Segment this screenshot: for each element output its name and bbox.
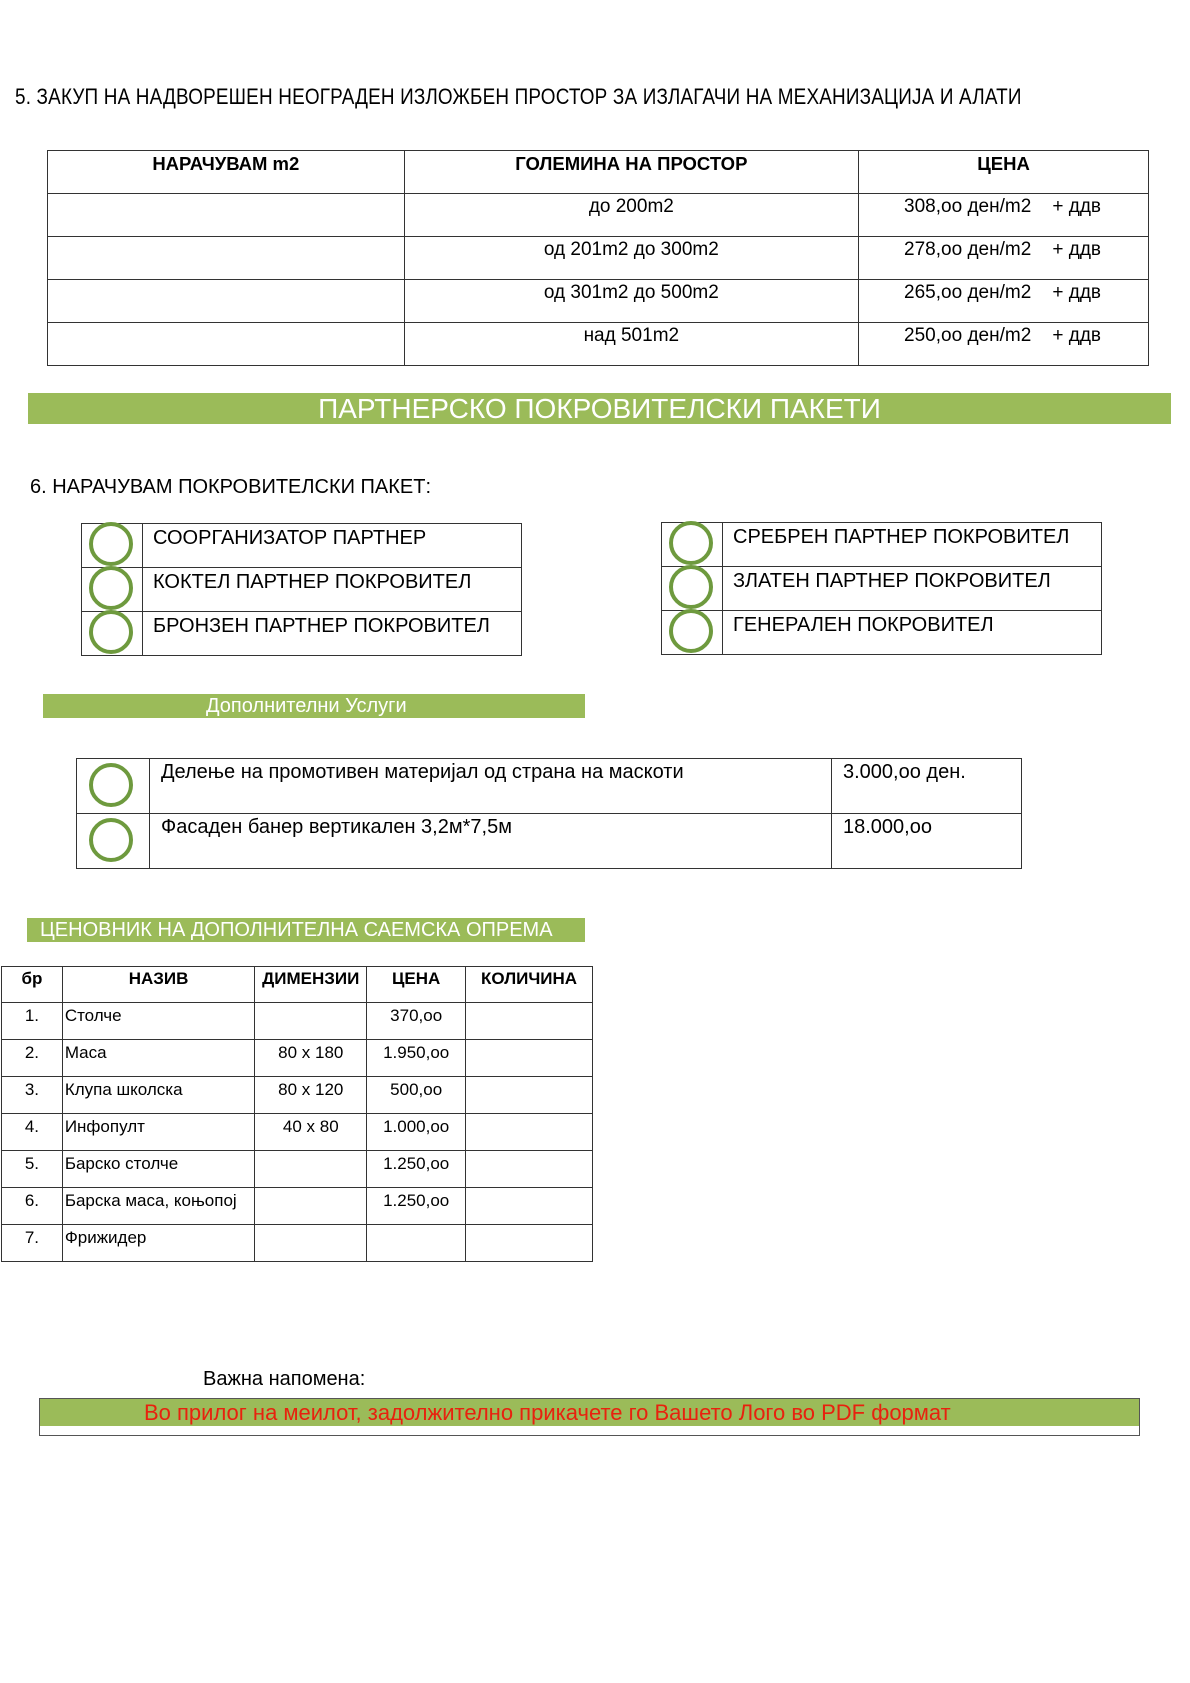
item-no: 2. bbox=[2, 1040, 63, 1077]
package-row bbox=[82, 612, 522, 656]
space-size: над 501m2 bbox=[404, 323, 858, 366]
item-no: 5. bbox=[2, 1151, 63, 1188]
package-row bbox=[82, 524, 522, 568]
space-price: 250,оо ден/m2 + ддв bbox=[859, 323, 1149, 366]
table-header-row bbox=[48, 151, 1149, 194]
equipment-table bbox=[1, 966, 593, 1262]
item-price bbox=[367, 1225, 466, 1262]
table-row bbox=[48, 323, 1149, 366]
table-row bbox=[2, 1040, 593, 1077]
item-name: Фрижидер bbox=[62, 1225, 255, 1262]
column-header-size: ГОЛЕМИНА НА ПРОСТОР bbox=[404, 151, 858, 194]
column-header-price: ЦЕНА bbox=[367, 967, 466, 1003]
space-price: 265,оо ден/m2 + ддв bbox=[859, 280, 1149, 323]
service-label: Фасаден банер вертикален 3,2м*7,5м bbox=[150, 814, 832, 869]
partner-packages-banner: ПАРТНЕРСКО ПОКРОВИТЕЛСКИ ПАКЕТИ bbox=[28, 393, 1171, 424]
package-label: СРЕБРЕН ПАРТНЕР ПОКРОВИТЕЛ bbox=[723, 523, 1102, 567]
table-header-row bbox=[2, 967, 593, 1003]
radio-circle-icon[interactable] bbox=[669, 521, 713, 565]
item-dimensions: 80 x 180 bbox=[255, 1040, 367, 1077]
item-price: 1.000,оо bbox=[367, 1114, 466, 1151]
item-price: 1.250,оо bbox=[367, 1188, 466, 1225]
column-header-no: бр bbox=[2, 967, 63, 1003]
service-row bbox=[77, 759, 1022, 814]
space-size: од 301m2 до 500m2 bbox=[404, 280, 858, 323]
radio-circle-icon[interactable] bbox=[89, 522, 133, 566]
item-name: Столче bbox=[62, 1003, 255, 1040]
package-select-cell bbox=[82, 524, 143, 568]
column-header-quantity: КОЛИЧИНА bbox=[466, 967, 593, 1003]
service-row bbox=[77, 814, 1022, 869]
package-label: КОКТЕЛ ПАРТНЕР ПОКРОВИТЕЛ bbox=[143, 568, 522, 612]
order-m2-input[interactable] bbox=[48, 280, 405, 323]
package-select-cell bbox=[82, 612, 143, 656]
packages-left-table bbox=[81, 523, 522, 656]
table-row bbox=[48, 237, 1149, 280]
item-price: 370,оо bbox=[367, 1003, 466, 1040]
order-m2-input[interactable] bbox=[48, 237, 405, 280]
order-m2-input[interactable] bbox=[48, 323, 405, 366]
important-note-box bbox=[39, 1398, 1140, 1436]
item-quantity-input[interactable] bbox=[466, 1040, 593, 1077]
table-row bbox=[2, 1188, 593, 1225]
order-m2-input[interactable] bbox=[48, 194, 405, 237]
item-quantity-input[interactable] bbox=[466, 1077, 593, 1114]
package-label: СООРГАНИЗАТОР ПАРТНЕР bbox=[143, 524, 522, 568]
table-row bbox=[2, 1003, 593, 1040]
item-no: 7. bbox=[2, 1225, 63, 1262]
service-label: Делење на промотивен материјал од страна на маскоти bbox=[150, 759, 832, 814]
space-size: од 201m2 до 300m2 bbox=[404, 237, 858, 280]
table-row bbox=[48, 194, 1149, 237]
item-dimensions bbox=[255, 1003, 367, 1040]
package-select-cell bbox=[662, 611, 723, 655]
package-row bbox=[662, 523, 1102, 567]
radio-circle-icon[interactable] bbox=[669, 565, 713, 609]
item-quantity-input[interactable] bbox=[466, 1114, 593, 1151]
service-price: 3.000,оо ден. bbox=[832, 759, 1022, 814]
radio-circle-icon[interactable] bbox=[669, 609, 713, 653]
item-no: 4. bbox=[2, 1114, 63, 1151]
column-header-order: НАРАЧУВАМ m2 bbox=[48, 151, 405, 194]
table-row bbox=[2, 1077, 593, 1114]
table-row bbox=[2, 1225, 593, 1262]
service-select-cell bbox=[77, 759, 150, 814]
section5-title: 5. ЗАКУП НА НАДВОРЕШЕН НЕОГРАДЕН ИЗЛОЖБЕН ПРОСТОР ЗА ИЗЛАГАЧИ НА МЕХАНИЗАЦИЈА И АЛАТИ bbox=[15, 84, 1022, 109]
package-row bbox=[662, 611, 1102, 655]
service-select-cell bbox=[77, 814, 150, 869]
item-dimensions bbox=[255, 1151, 367, 1188]
equipment-price-banner: ЦЕНОВНИК НА ДОПОЛНИТЕЛНА САЕМСКА ОПРЕМА bbox=[27, 918, 585, 942]
table-row bbox=[2, 1151, 593, 1188]
important-note-text: Во прилог на меилот, задолжително прикачете го Вашето Лого во PDF формат bbox=[144, 1400, 951, 1425]
section6-title: 6. НАРАЧУВАМ ПОКРОВИТЕЛСКИ ПАКЕТ: bbox=[30, 476, 432, 498]
additional-services-banner: Дополнителни Услуги bbox=[43, 694, 585, 718]
item-name: Маса bbox=[62, 1040, 255, 1077]
package-label: БРОНЗЕН ПАРТНЕР ПОКРОВИТЕЛ bbox=[143, 612, 522, 656]
package-select-cell bbox=[662, 567, 723, 611]
item-no: 3. bbox=[2, 1077, 63, 1114]
outdoor-space-table bbox=[47, 150, 1149, 366]
space-price: 278,оо ден/m2 + ддв bbox=[859, 237, 1149, 280]
item-price: 1.250,оо bbox=[367, 1151, 466, 1188]
item-price: 1.950,оо bbox=[367, 1040, 466, 1077]
column-header-price: ЦЕНА bbox=[859, 151, 1149, 194]
radio-circle-icon[interactable] bbox=[89, 566, 133, 610]
packages-right-table bbox=[661, 522, 1102, 655]
item-dimensions bbox=[255, 1188, 367, 1225]
package-row bbox=[662, 567, 1102, 611]
item-dimensions bbox=[255, 1225, 367, 1262]
radio-circle-icon[interactable] bbox=[89, 818, 133, 862]
service-price: 18.000,оо bbox=[832, 814, 1022, 869]
package-label: ЗЛАТЕН ПАРТНЕР ПОКРОВИТЕЛ bbox=[723, 567, 1102, 611]
radio-circle-icon[interactable] bbox=[89, 610, 133, 654]
package-row bbox=[82, 568, 522, 612]
item-dimensions: 40 x 80 bbox=[255, 1114, 367, 1151]
item-price: 500,оо bbox=[367, 1077, 466, 1114]
item-quantity-input[interactable] bbox=[466, 1151, 593, 1188]
space-price: 308,оо ден/m2 + ддв bbox=[859, 194, 1149, 237]
space-size: до 200m2 bbox=[404, 194, 858, 237]
item-quantity-input[interactable] bbox=[466, 1188, 593, 1225]
additional-services-table bbox=[76, 758, 1022, 869]
column-header-name: НАЗИВ bbox=[62, 967, 255, 1003]
package-select-cell bbox=[82, 568, 143, 612]
package-select-cell bbox=[662, 523, 723, 567]
item-quantity-input[interactable] bbox=[466, 1225, 593, 1262]
item-name: Инфопулт bbox=[62, 1114, 255, 1151]
column-header-dimensions: ДИМЕНЗИИ bbox=[255, 967, 367, 1003]
radio-circle-icon[interactable] bbox=[89, 763, 133, 807]
item-no: 1. bbox=[2, 1003, 63, 1040]
important-note-title: Важна напомена: bbox=[203, 1368, 366, 1390]
item-name: Клупа школска bbox=[62, 1077, 255, 1114]
table-row bbox=[2, 1114, 593, 1151]
item-no: 6. bbox=[2, 1188, 63, 1225]
table-row bbox=[48, 280, 1149, 323]
item-name: Барско столче bbox=[62, 1151, 255, 1188]
item-dimensions: 80 x 120 bbox=[255, 1077, 367, 1114]
item-quantity-input[interactable] bbox=[466, 1003, 593, 1040]
package-label: ГЕНЕРАЛЕН ПОКРОВИТЕЛ bbox=[723, 611, 1102, 655]
item-name: Барска маса, коњопој bbox=[62, 1188, 255, 1225]
